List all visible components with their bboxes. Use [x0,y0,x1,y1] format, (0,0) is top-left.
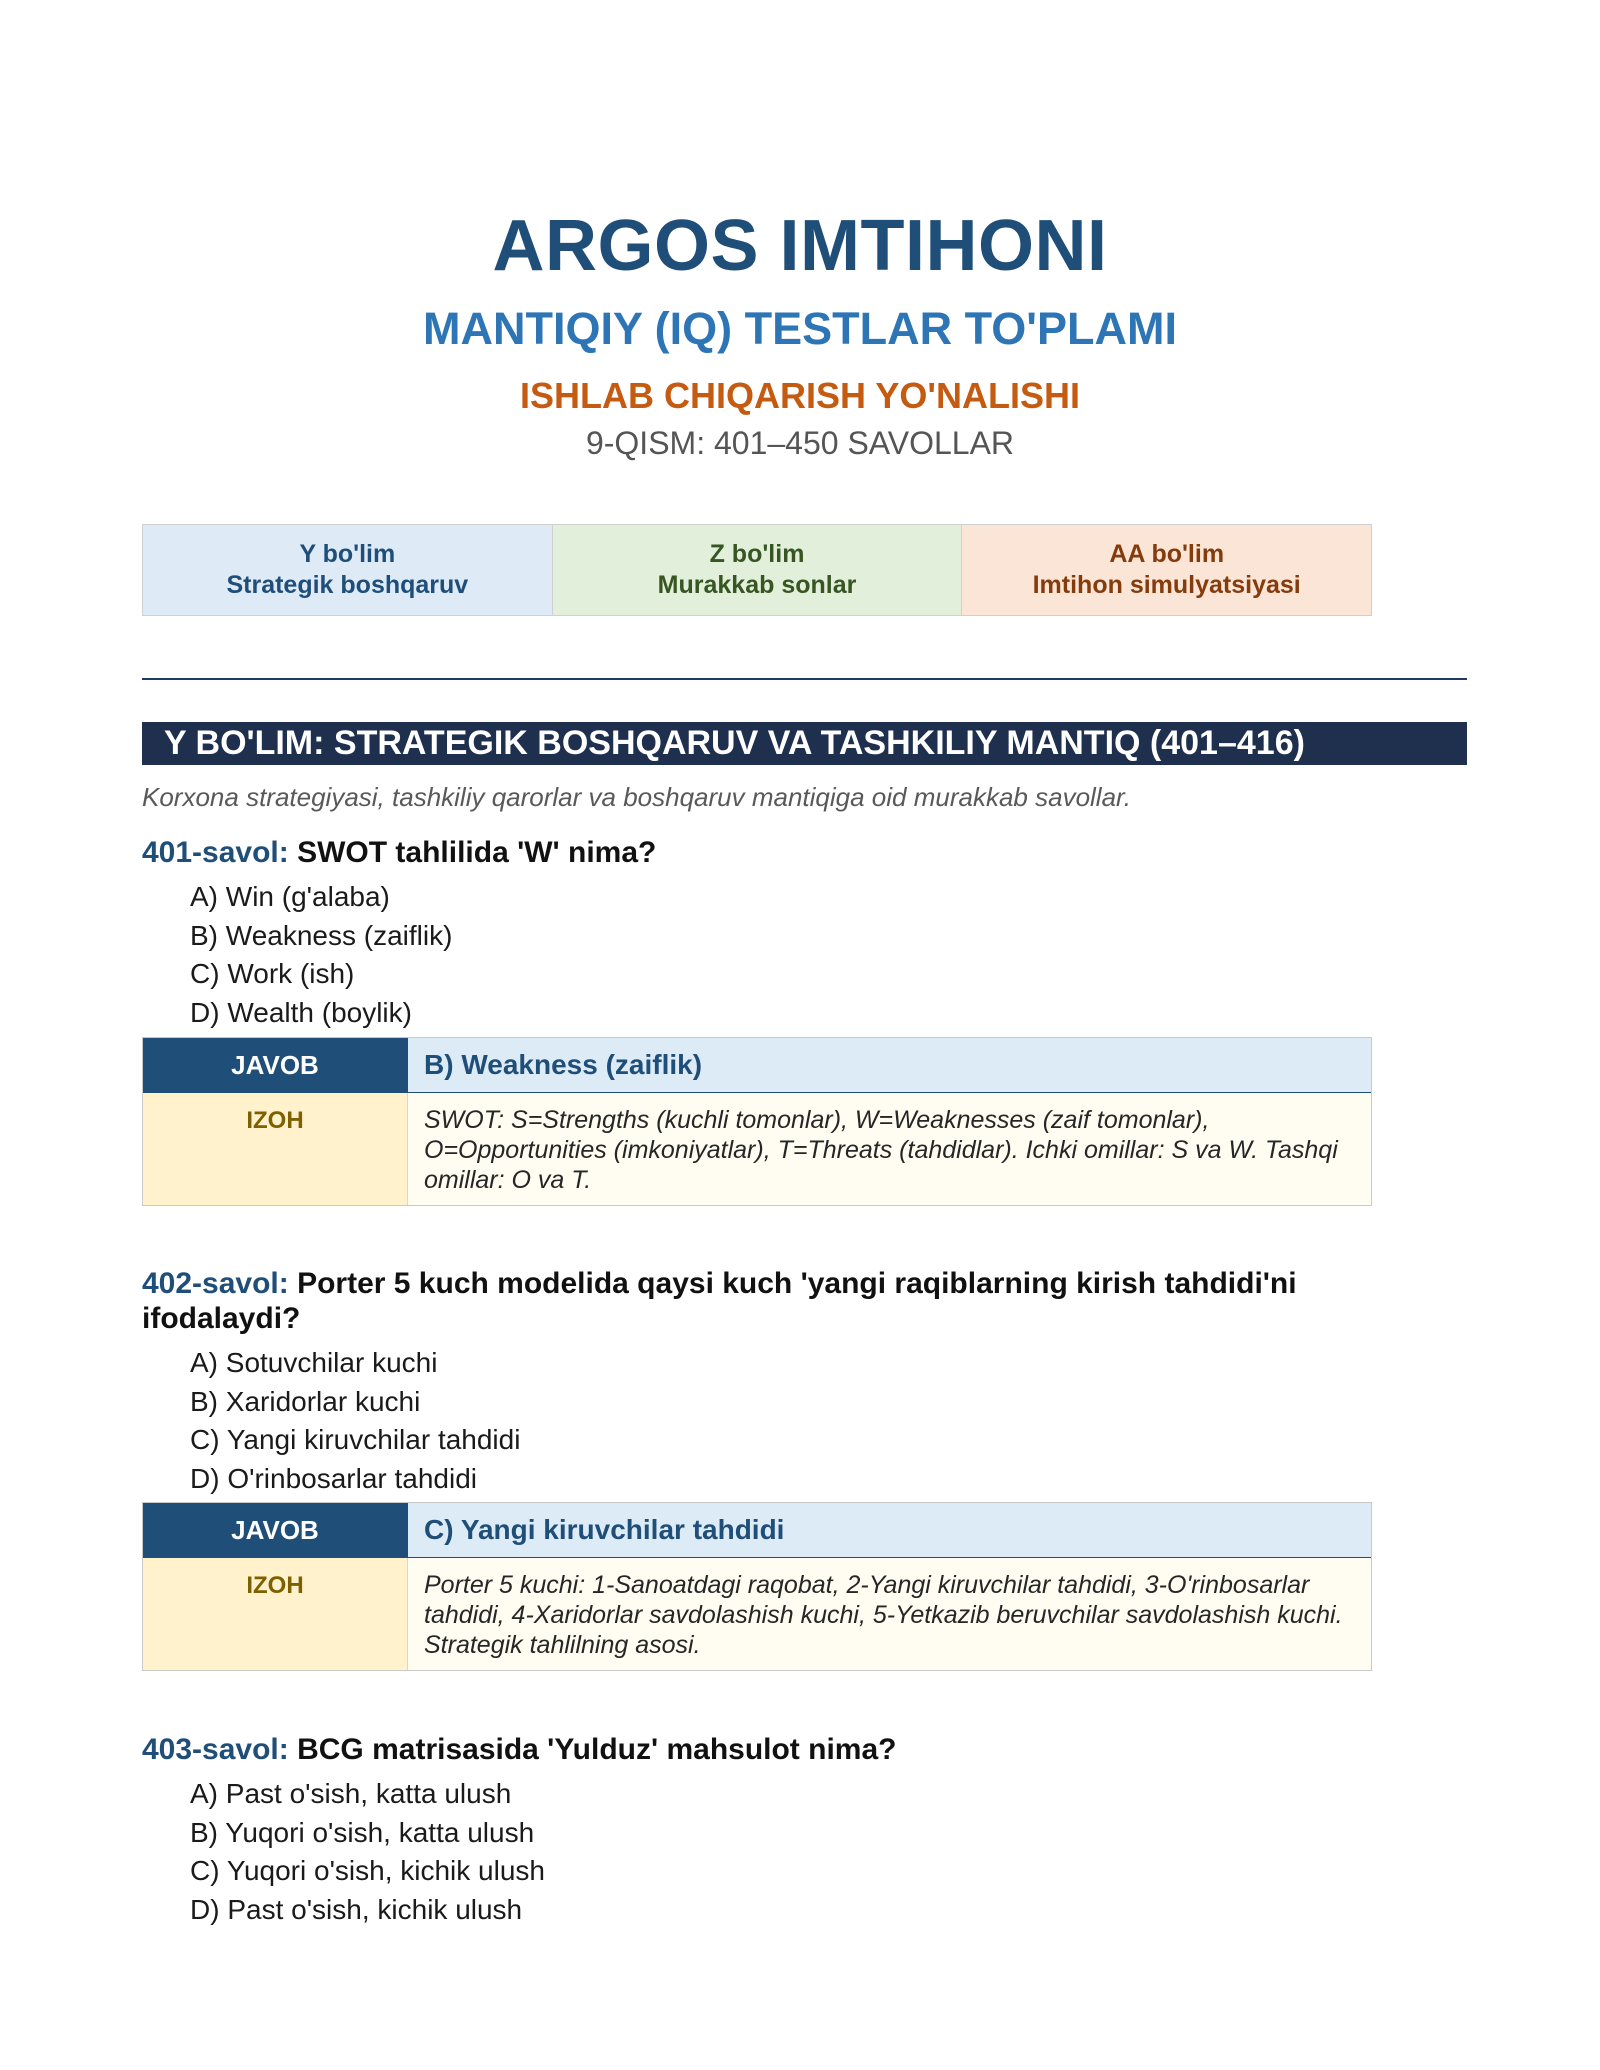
explanation-row [143,1093,1371,1205]
answer-value: C) Yangi kiruvchilar tahdidi [407,1503,1371,1558]
document-part: 9-QISM: 401–450 SAVOLLAR [585,425,1015,461]
section-cell-y [143,525,552,615]
option-c: C) Work (ish) [190,958,355,989]
document-direction: ISHLAB CHIQARISH YO'NALISHI [520,375,1080,416]
answer-value: B) Weakness (zaiflik) [407,1038,1371,1093]
question-heading [142,1266,1372,1336]
explanation-text: Porter 5 kuchi: 1-Sanoatdagi raqobat, 2-Yangi kiruvchilar tahdidi, 3-O'rinbosarlar tahdidi, 4-Xaridorlar savdolashish kuchi, 5-Yetkazib beruvchilar savdolashish kuchi. Strategik tahlilning asosi. [407,1558,1371,1670]
section-intro: Korxona strategiyasi, tashkiliy qarorlar va boshqaruv mantiqiga oid murakkab savollar. [142,782,1131,812]
option-d: D) O'rinbosarlar tahdidi [190,1462,478,1494]
section-banner: Y BO'LIM: STRATEGIK BOSHQARUV VA TASHKILIY MANTIQ (401–416) [142,722,1467,765]
option-list [190,878,452,1032]
option-list [190,1775,545,1929]
option-list [190,1344,520,1498]
section-name: Y bo'lim [299,540,396,568]
option-a: A) Past o'sish, katta ulush [190,1778,512,1809]
question-heading [142,1732,1372,1767]
section-cell-z [552,525,962,615]
section-topic: Imtihon simulyatsiyasi [1032,571,1301,599]
question-number: 403-savol: [142,1733,289,1766]
answer-row [143,1038,1371,1093]
horizontal-divider [142,678,1467,680]
question-number: 401-savol: [142,836,289,869]
option-c: C) Yuqori o'sish, kichik ulush [190,1855,545,1886]
explanation-text: SWOT: S=Strengths (kuchli tomonlar), W=Weaknesses (zaif tomonlar), O=Opportunities (imkoniyatlar), T=Threats (tahdidlar). Ichki omillar: S va W. Tashqi omillar: O va T. [407,1093,1371,1205]
section-name: AA bo'lim [1109,540,1225,568]
option-a: A) Win (g'alaba) [190,881,390,912]
document-subtitle: MANTIQIY (IQ) TESTLAR TO'PLAMI [422,303,1177,354]
option-d: D) Wealth (boylik) [190,996,412,1028]
sections-table [142,524,1372,616]
answer-table [142,1037,1372,1206]
question-text: BCG matrisasida 'Yulduz' mahsulot nima? [297,1733,897,1766]
option-b: B) Yuqori o'sish, katta ulush [190,1816,535,1848]
option-d: D) Past o'sish, kichik ulush [190,1893,523,1925]
section-topic: Murakkab sonlar [657,571,857,599]
explanation-label: IZOH [143,1558,407,1670]
section-cell-aa [961,525,1371,615]
option-a: A) Sotuvchilar kuchi [190,1347,438,1378]
section-topic: Strategik boshqaruv [226,571,469,599]
option-c: C) Yangi kiruvchilar tahdidi [190,1424,521,1455]
explanation-row [143,1558,1371,1670]
answer-label: JAVOB [143,1038,407,1093]
question-text: Porter 5 kuch modelida qaysi kuch 'yangi raqiblarning kirish tahdidi'ni ifodalaydi? [142,1267,1297,1335]
explanation-label: IZOH [143,1093,407,1205]
document-title: ARGOS IMTIHONI [492,206,1108,286]
answer-table [142,1502,1372,1671]
section-name: Z bo'lim [709,540,805,568]
option-b: B) Xaridorlar kuchi [190,1385,421,1417]
answer-label: JAVOB [143,1503,407,1558]
option-b: B) Weakness (zaiflik) [190,919,453,951]
question-number: 402-savol: [142,1267,289,1300]
question-text: SWOT tahlilida 'W' nima? [297,836,657,869]
question-heading [142,835,1372,870]
answer-row [143,1503,1371,1558]
